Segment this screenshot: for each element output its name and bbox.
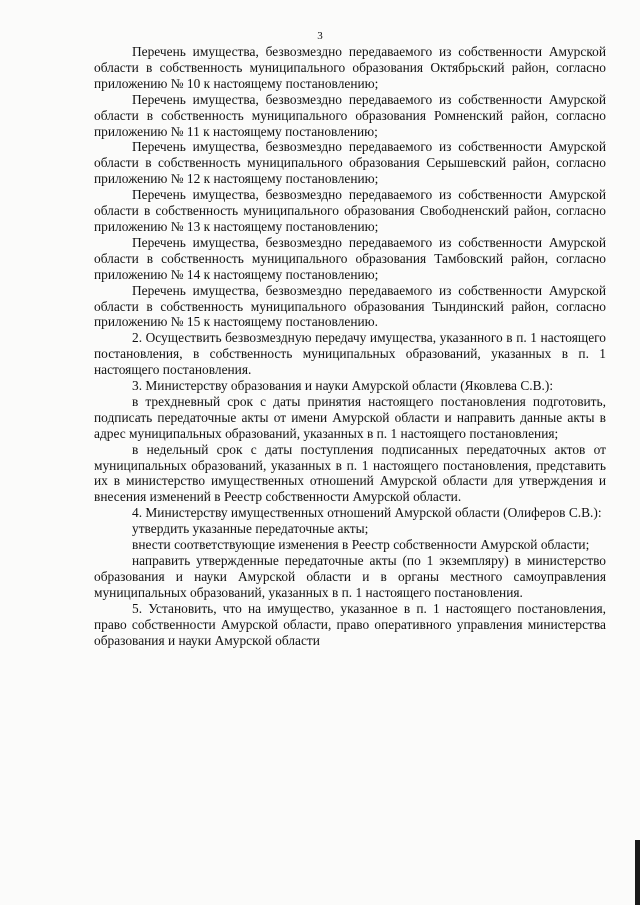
paragraph-clause-4-task-1: утвердить указанные передаточные акты; — [132, 521, 369, 537]
paragraph-clause-4-task-3: направить утвержденные передаточные акты (по 1 экземпляру) в министерство образования и науки Амурской области и в органы местного самоуправления муниципальных образований, указанных в п. 1 настоящего постановления. — [94, 553, 606, 600]
paragraph-clause-5: 5. Установить, что на имущество, указанное в п. 1 настоящего постановления, право собственности Амурской области, право оперативного управления министерства образования и науки Амурской области — [94, 600, 606, 648]
paragraph-list-item-10: Перечень имущества, безвозмездно передаваемого из собственности Амурской области в собственность муниципального образования Октябрьский район, согласно приложению № 10 к настоящему постановлению; — [94, 44, 606, 91]
paragraph-list-item-12: Перечень имущества, безвозмездно передаваемого из собственности Амурской области в собственность муниципального образования Серышевский район, согласно приложению № 12 к настоящему постановлению; — [94, 139, 606, 187]
paragraph-list-item-11: Перечень имущества, безвозмездно передаваемого из собственности Амурской области в собственность муниципального образования Ромненский район, согласно приложению № 11 к настоящему постановлению; — [94, 91, 606, 139]
paragraph-clause-4: 4. Министерству имущественных отношений Амурской области (Олиферов С.В.): — [132, 505, 602, 521]
paragraph-list-item-13: Перечень имущества, безвозмездно передаваемого из собственности Амурской области в собственность муниципального образования Свободненский район, согласно приложению № 13 к настоящему постановлению; — [94, 187, 606, 234]
paragraph-clause-4-task-2: внести соответствующие изменения в Реестр собственности Амурской области; — [132, 537, 590, 553]
scan-edge-mark — [635, 840, 640, 905]
paragraph-list-item-14: Перечень имущества, безвозмездно передаваемого из собственности Амурской области в собственность муниципального образования Тамбовский район, согласно приложению № 14 к настоящему постановлению; — [94, 234, 606, 282]
page-number: 3 — [317, 30, 323, 42]
paragraph-clause-3-task-1: в трехдневный срок с даты принятия настоящего постановления подготовить, подписать передаточные акты от имени Амурской области и направить данные акты в адрес муниципальных образований, указанных в п. 1 настоящего постановления; — [94, 393, 606, 441]
paragraph-clause-3: 3. Министерству образования и науки Амурской области (Яковлева С.В.): — [132, 378, 554, 394]
paragraph-clause-2: 2. Осуществить безвозмездную передачу имущества, указанного в п. 1 настоящего постановления, в собственность муниципальных образований, указанных в п. 1 настоящего постановления. — [94, 330, 606, 378]
paragraph-list-item-15: Перечень имущества, безвозмездно передаваемого из собственности Амурской области в собственность муниципального образования Тындинский район, согласно приложению № 15 к настоящему постановлению. — [94, 282, 606, 330]
paragraph-clause-3-task-2: в недельный срок с даты поступления подписанных передаточных актов от муниципальных образований, указанных в п. 1 настоящего постановления, представить их в министерство имущественных отношений Амурской области для утверждения и внесения изменений в Реестр собственности Амурской области. — [94, 441, 606, 505]
document-body — [94, 44, 606, 648]
